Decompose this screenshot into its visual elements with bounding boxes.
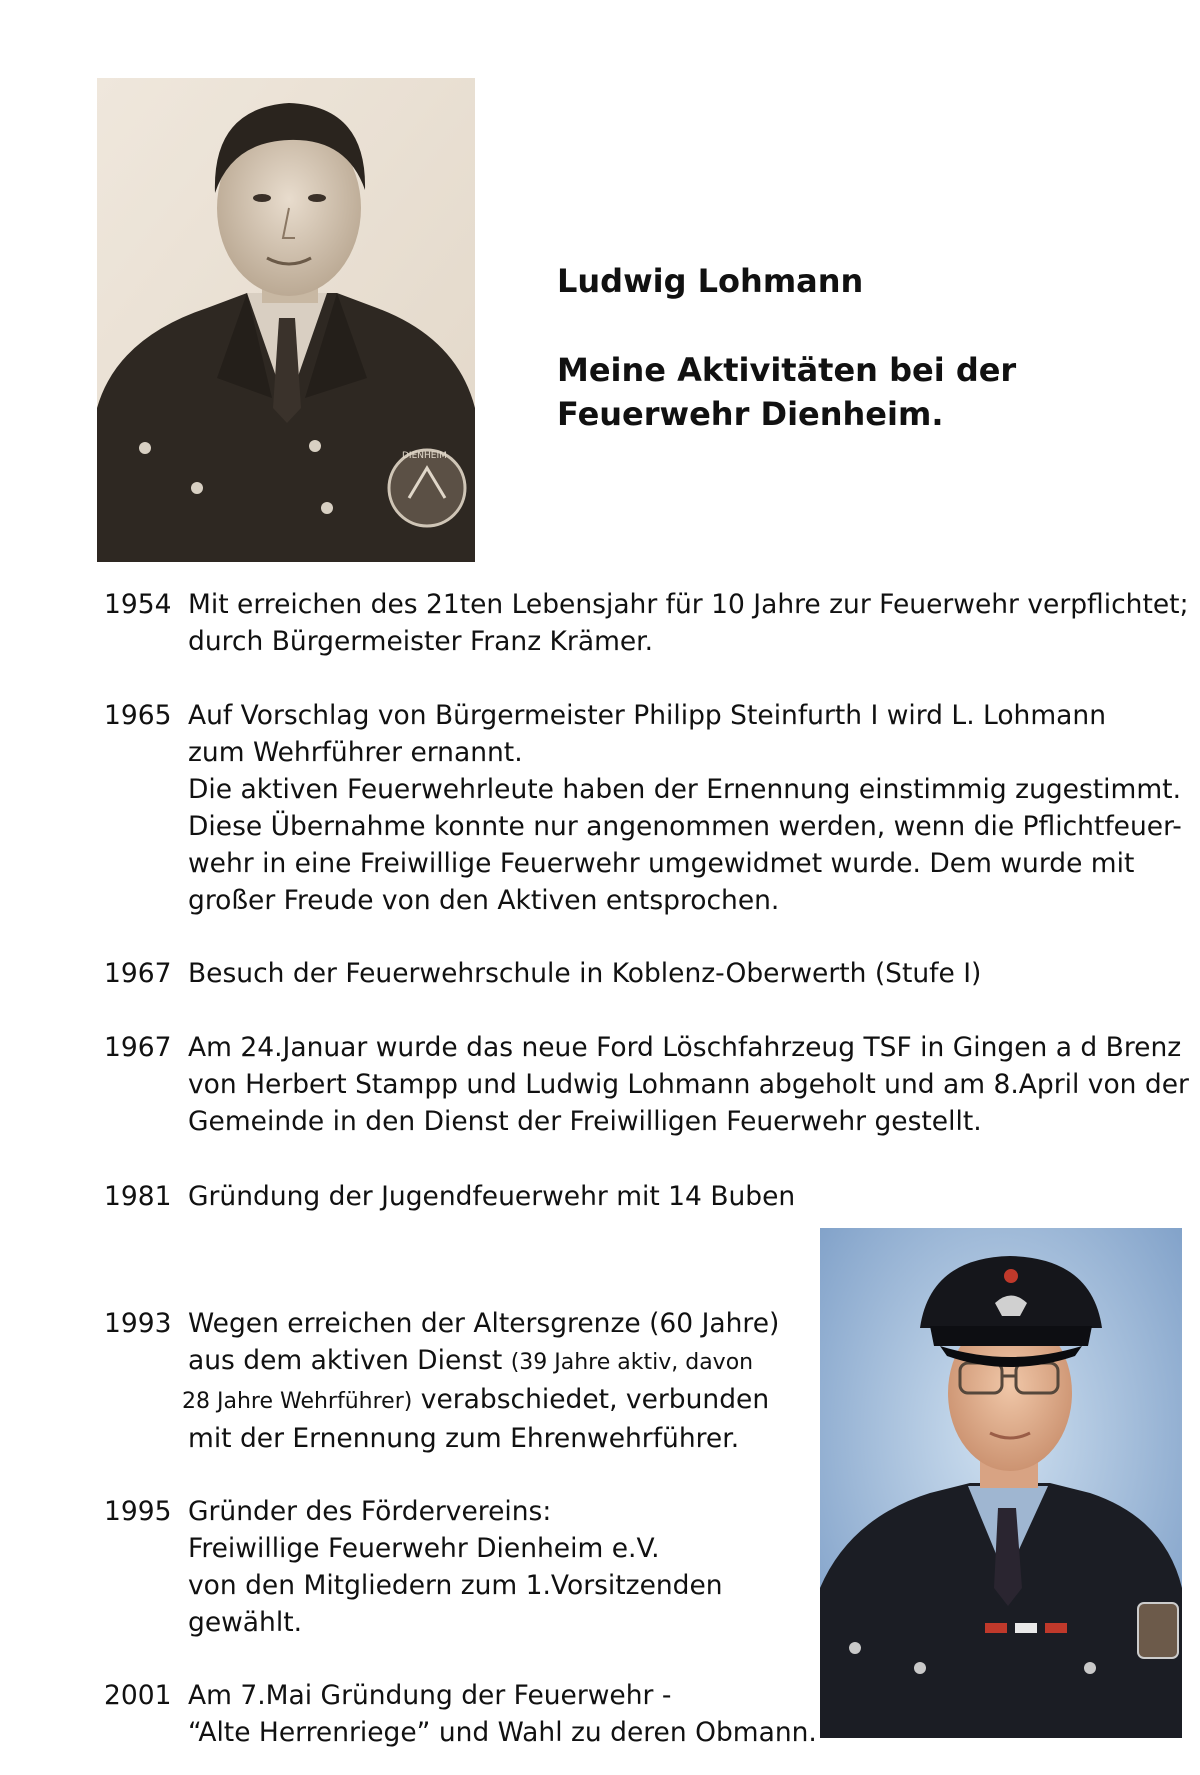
entry-line: Am 7.Mai Gründung der Feuerwehr - [188,1680,672,1711]
entry-year: 1981 [104,1181,172,1212]
entry-line: Mit erreichen des 21ten Lebensjahr für 10 Jahre zur Feuerwehr verpflichtet; [188,589,1189,620]
entry-line: großer Freude von den Aktiven entsprochen. [188,885,780,916]
portrait-photo-old [820,1228,1182,1738]
entry-year: 1967 [104,1032,172,1063]
entry-year: 1995 [104,1496,172,1527]
entry-year: 1954 [104,589,172,620]
entry-line: Die aktiven Feuerwehrleute haben der Ernennung einstimmig zugestimmt. [188,774,1181,805]
entry-line: Besuch der Feuerwehrschule in Koblenz-Oberwerth (Stufe I) [188,958,982,989]
entry-line: gewählt. [188,1607,303,1638]
entry-text [188,697,1182,919]
entry-line: wehr in eine Freiwillige Feuerwehr umgewidmet wurde. Dem wurde mit [188,848,1135,879]
entry-year: 1993 [104,1308,172,1339]
subtitle-line: Meine Aktivitäten bei der [557,351,1017,389]
page-subtitle [557,348,1016,436]
entry-text [182,1305,780,1457]
entry-year: 1965 [104,700,172,731]
entry-line: von den Mitgliedern zum 1.Vorsitzenden [188,1570,723,1601]
entry-year: 2001 [104,1680,172,1711]
subtitle-line: Feuerwehr Dienheim. [557,395,944,433]
entry-line: Auf Vorschlag von Bürgermeister Philipp Steinfurth I wird L. Lohmann [188,700,1106,731]
entry-line: Gründer des Fördervereins: [188,1496,552,1527]
entry-text [188,1029,1189,1140]
badge-lettering: DIENHEIM [402,451,447,461]
entry-line: von Herbert Stampp und Ludwig Lohmann abgeholt und am 8.April von der [188,1069,1189,1100]
entry-line: Diese Übernahme konnte nur angenommen werden, wenn die Pflichtfeuer- [188,811,1182,842]
entry-line: “Alte Herrenriege” und Wahl zu deren Obmann. [188,1717,817,1748]
entry-text [188,1677,817,1751]
entry-small-text: 28 Jahre Wehrführer) [182,1389,413,1414]
entry-line: durch Bürgermeister Franz Krämer. [188,626,654,657]
portrait-photo-young [97,78,475,562]
entry-line: Gründung der Jugendfeuerwehr mit 14 Buben [188,1181,796,1212]
entry-line-part: verabschiedet, verbunden [420,1384,770,1415]
entry-line: Am 24.Januar wurde das neue Ford Löschfahrzeug TSF in Gingen a d Brenz [188,1032,1182,1063]
entry-text [188,586,1189,660]
entry-text [188,955,981,992]
entry-line: Wegen erreichen der Altersgrenze (60 Jahre) [188,1308,780,1339]
person-name-heading: Ludwig Lohmann [557,262,864,300]
entry-line: Freiwillige Feuerwehr Dienheim e.V. [188,1533,660,1564]
entry-line: zum Wehrführer ernannt. [188,737,523,768]
entry-line-part: aus dem aktiven Dienst [188,1345,503,1376]
entry-text [188,1178,795,1215]
entry-text [188,1493,723,1641]
entry-year: 1967 [104,958,172,989]
entry-line: mit der Ernennung zum Ehrenwehrführer. [188,1423,740,1454]
entry-small-text: (39 Jahre aktiv, davon [510,1350,754,1375]
entry-line [188,1342,779,1381]
entry-line [182,1381,779,1420]
entry-line: Gemeinde in den Dienst der Freiwilligen Feuerwehr gestellt. [188,1106,982,1137]
